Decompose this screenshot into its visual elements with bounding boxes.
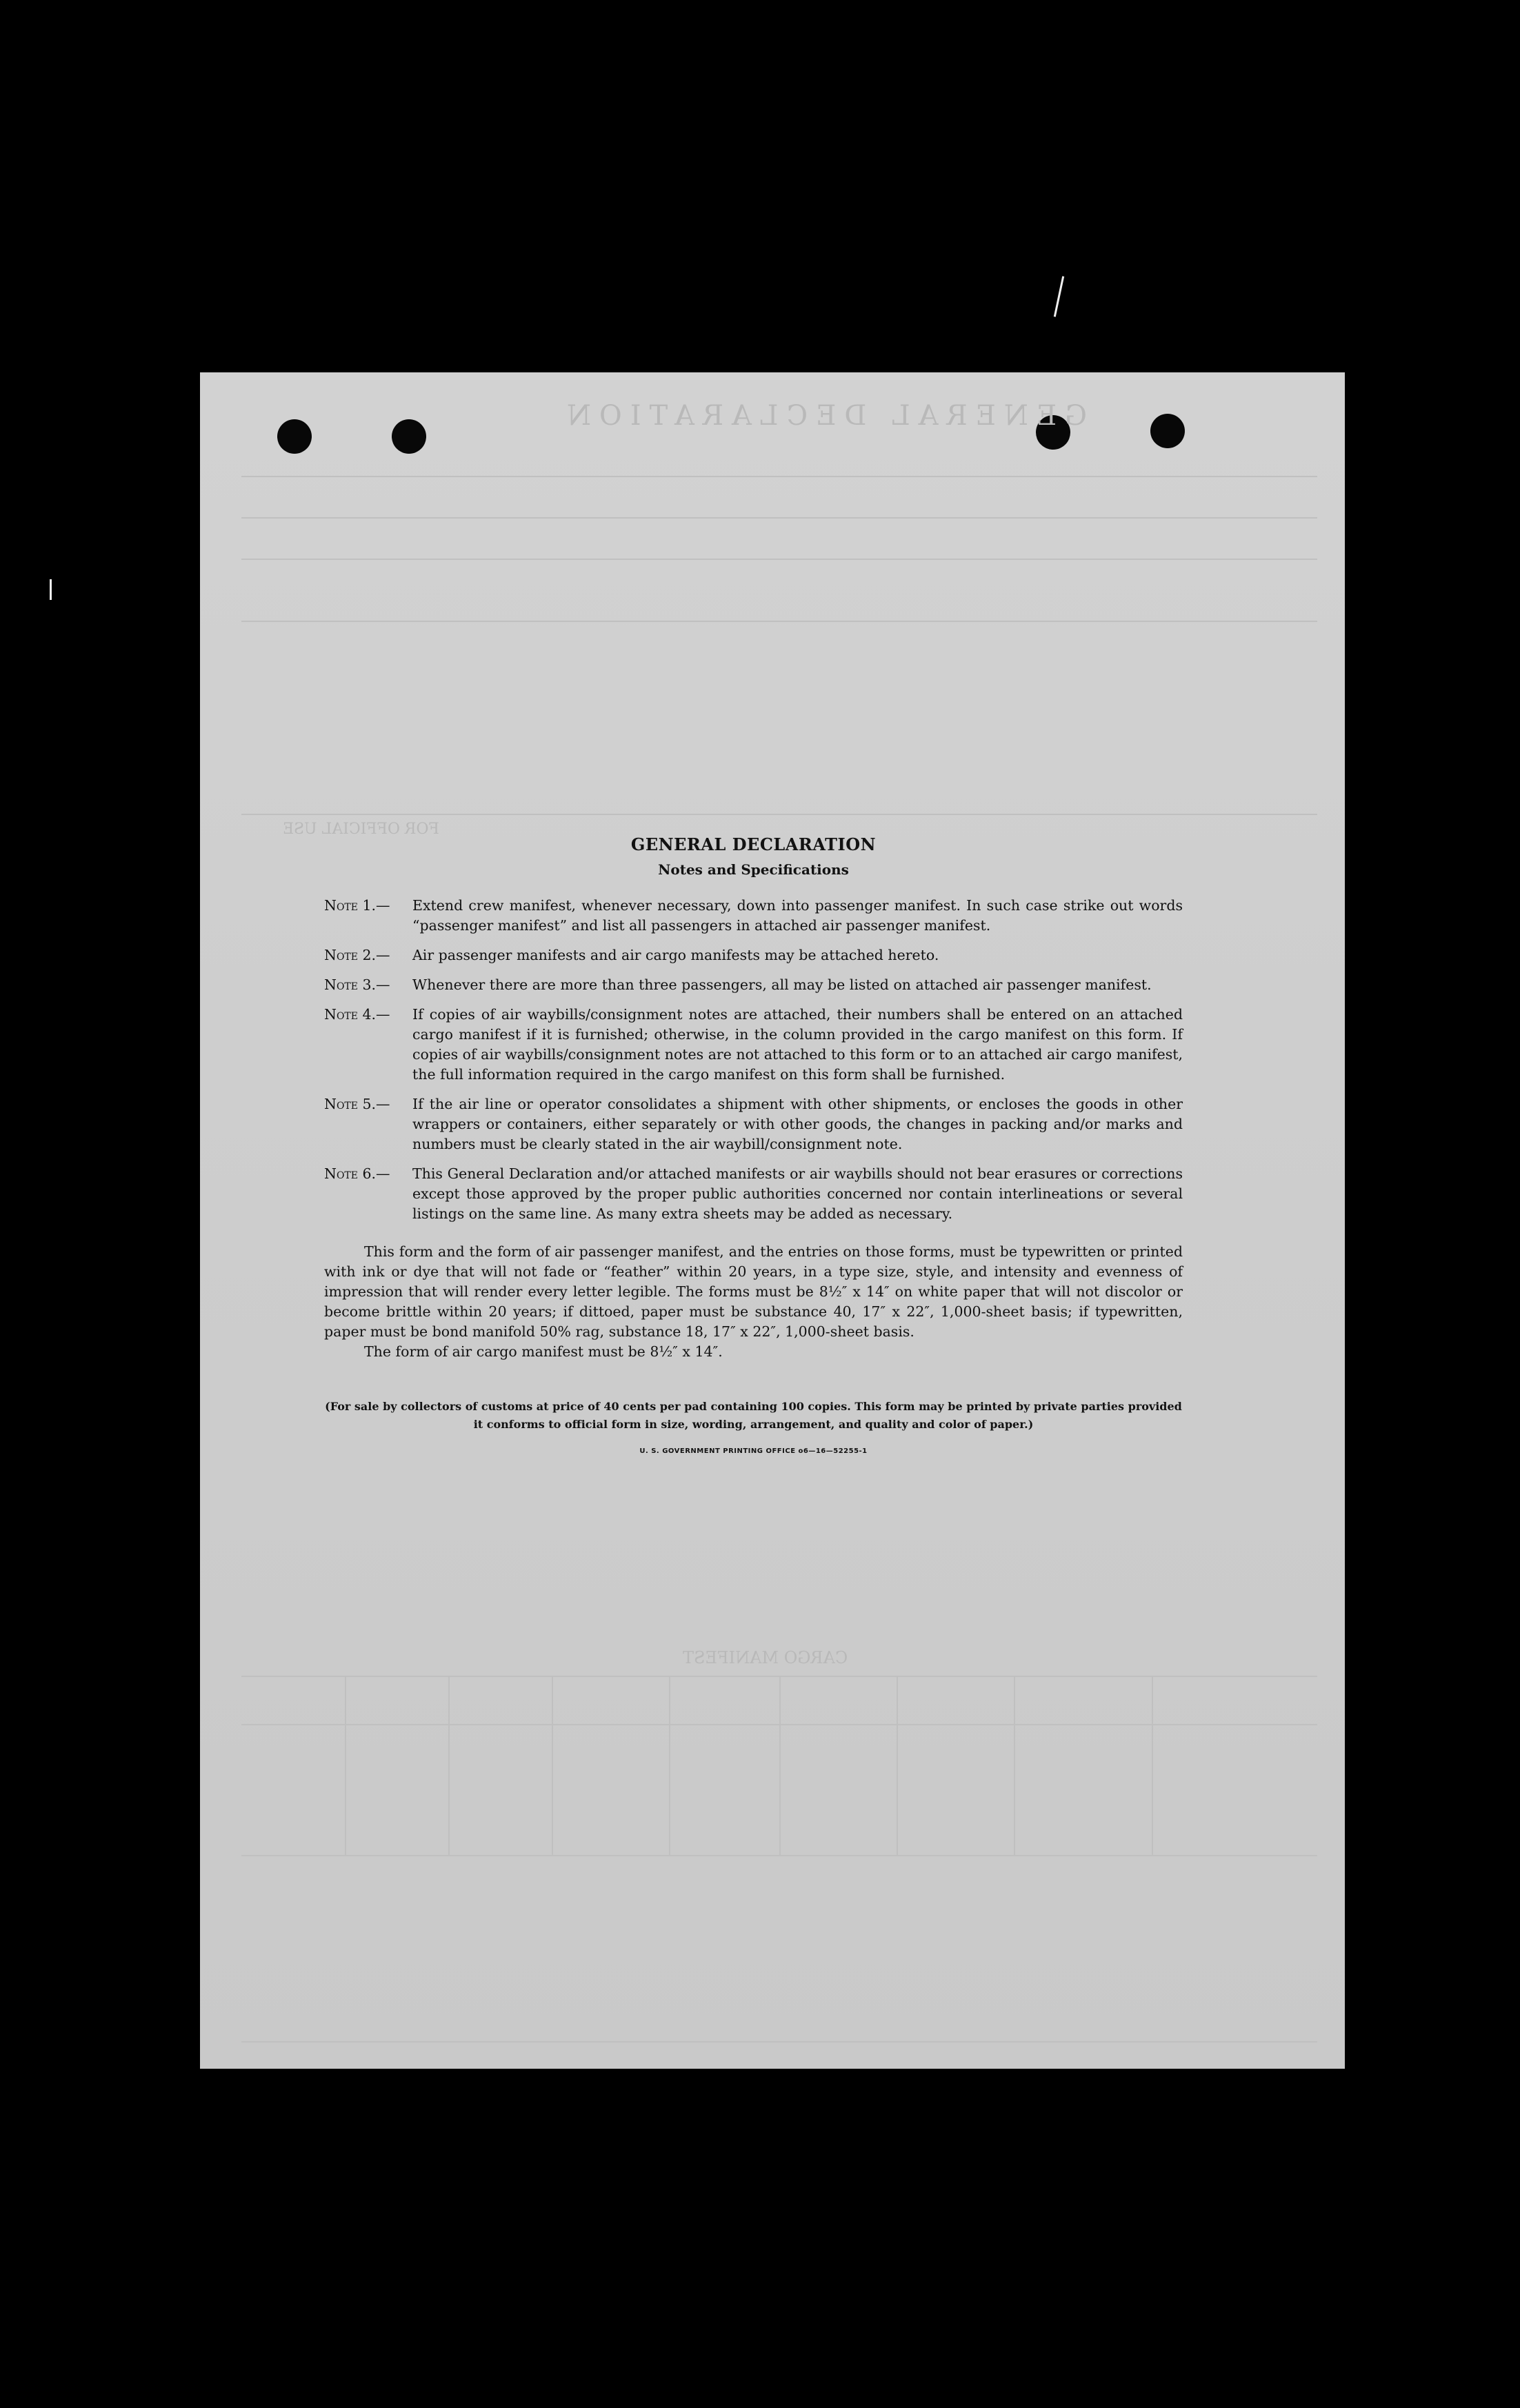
note-label: Note 1.— xyxy=(324,897,390,914)
cargo-manifest-size: The form of air cargo manifest must be 8½″ x 14″. xyxy=(364,1343,723,1360)
bleed-column-rule xyxy=(345,1676,346,1855)
note-item xyxy=(324,975,1183,995)
note-text: Extend crew manifest, whenever necessary, down into passenger manifest. In such case strike out words “passenger manifest” and list all passengers in attached air passenger manifest. xyxy=(412,897,1183,934)
bleed-column-rule xyxy=(1152,1676,1153,1855)
bleed-column-rule xyxy=(669,1676,670,1855)
note-item xyxy=(324,896,1183,936)
document-subtitle: Notes and Specifications xyxy=(658,861,849,878)
note-label: Note 2.— xyxy=(324,947,390,963)
punch-hole xyxy=(1150,414,1185,448)
specification-paragraph: This form and the form of air passenger manifest, and the entries on those forms, must be typewritten or printed with ink or dye that will not fade or “feather” within 20 years, in a type size, style, and intensity and evenness of impression that will render every letter legible. The forms must be 8½″ x 14″ on white paper that will not discolor or become brittle within 20 years; if dittoed, paper must be substance 40, 17″ x 22″, 1,000-sheet basis; if typewritten, paper must be bond manifold 50% rag, substance 18, 17″ x 22″, 1,000-sheet basis. xyxy=(324,1243,1183,1340)
note-text: Whenever there are more than three passengers, all may be listed on attached air passenger manifest. xyxy=(412,976,1152,993)
document-page xyxy=(200,372,1345,2069)
note-label: Note 3.— xyxy=(324,976,390,993)
bleed-rule xyxy=(241,517,1317,519)
bleed-column-rule xyxy=(779,1676,781,1855)
punch-hole xyxy=(392,419,426,454)
note-item xyxy=(324,945,1183,965)
note-label: Note 6.— xyxy=(324,1165,390,1182)
note-text: Air passenger manifests and air cargo manifests may be attached hereto. xyxy=(412,947,939,963)
note-text: If copies of air waybills/consignment notes are attached, their numbers shall be entered on an attached cargo manifest if it is furnished; otherwise, in the column provided in the cargo manifest on this form. If copies of air waybills/consignment notes are not attached to this form or to an attached air cargo manifest, the full information required in the cargo manifest on this form shall be furnished. xyxy=(412,1006,1183,1083)
bleed-rule xyxy=(241,559,1317,560)
bleed-column-rule xyxy=(448,1676,450,1855)
bleed-through-header: GENERAL DECLARATION xyxy=(559,400,1088,432)
bleed-through-cargo-manifest: CARGO MANIFEST xyxy=(683,1648,848,1667)
note-text: This General Declaration and/or attached manifests or air waybills should not bear erasures or corrections except those approved by the proper public authorities concerned nor contain interlineations or several listings on the same line. As many extra sheets may be added as necessary. xyxy=(412,1165,1183,1222)
note-text: If the air line or operator consolidates a shipment with other shipments, or encloses the goods in other wrappers or containers, either separately or with other goods, the changes in packing and/or marks and numbers must be clearly stated in the air waybill/consignment note. xyxy=(412,1096,1183,1152)
note-label: Note 5.— xyxy=(324,1096,390,1112)
printer-line: U. S. GOVERNMENT PRINTING OFFICE o6—16—52255-1 xyxy=(639,1447,868,1455)
bleed-through-official-use: FOR OFFICIAL USE xyxy=(283,821,439,838)
notes-and-specifications xyxy=(324,834,1183,1455)
punch-hole xyxy=(277,419,312,454)
film-scratch xyxy=(50,579,52,600)
bleed-rule xyxy=(241,621,1317,622)
bleed-column-rule xyxy=(897,1676,898,1855)
bleed-rule xyxy=(241,1855,1317,1856)
sale-notice: (For sale by collectors of customs at price of 40 cents per pad containing 100 copies. This form may be printed by private parties provided it conforms to official form in size, wording, arrangement, and quality and color of paper.) xyxy=(325,1400,1182,1431)
bleed-rule xyxy=(241,2041,1317,2043)
film-scratch xyxy=(1054,276,1064,317)
note-item xyxy=(324,1094,1183,1154)
note-label: Note 4.— xyxy=(324,1006,390,1023)
bleed-rule xyxy=(241,814,1317,815)
document-title: GENERAL DECLARATION xyxy=(630,834,877,854)
note-item xyxy=(324,1005,1183,1085)
note-item xyxy=(324,1164,1183,1224)
bleed-rule xyxy=(241,476,1317,477)
bleed-column-rule xyxy=(552,1676,553,1855)
bleed-column-rule xyxy=(1014,1676,1015,1855)
